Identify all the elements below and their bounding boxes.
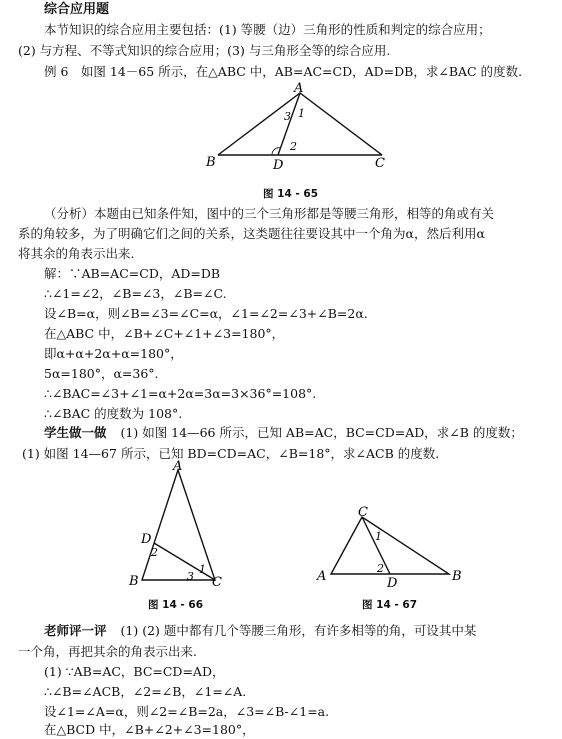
solution-line-5: 即α+α+2α+α=180°， bbox=[44, 346, 183, 361]
fig65-label-a: A bbox=[294, 82, 304, 96]
fig65-angle-2: 2 bbox=[290, 140, 297, 153]
fig67-angle-1: 1 bbox=[375, 530, 382, 543]
solution-line-4: 在△ABC 中，∠B+∠C+∠1+∠3=180°， bbox=[44, 326, 285, 341]
fig65-label-d: D bbox=[273, 158, 284, 173]
analysis-line-3: 将其余的角表示出来. bbox=[18, 246, 135, 261]
fig66-angle-2: 2 bbox=[151, 546, 158, 559]
teacher-line-1 bbox=[44, 623, 476, 639]
answer-line-3: 设∠1=∠A=α，则∠2=∠B=2a，∠3=∠B-∠1=a. bbox=[44, 704, 330, 719]
solution-line-8: ∴∠BAC 的度数为 108°. bbox=[44, 406, 183, 421]
answer-line-2: ∴∠B=∠ACB，∠2=∠B，∠1=∠A. bbox=[44, 684, 247, 699]
intro-line-1: 本节知识的综合应用主要包括：(1) 等腰（边）三角形的性质和判定的综合应用； bbox=[44, 22, 491, 37]
analysis-line-2: 系的角较多，为了明确它们之间的关系，这类题往往要设其中一个角为α，然后利用α bbox=[18, 226, 485, 241]
fig67-label-b: B bbox=[452, 569, 462, 584]
fig66-label-d: D bbox=[141, 532, 152, 547]
practice-line-1 bbox=[44, 425, 523, 441]
fig66-angle-1: 1 bbox=[199, 563, 206, 576]
solution-line-6: 5α=180°，α=36°. bbox=[44, 366, 159, 381]
fig65-angle-3: 3 bbox=[284, 110, 291, 123]
solution-line-7: ∴∠BAC=∠3+∠1=α+2α=3α=3×36°=108°. bbox=[44, 386, 317, 401]
answer-line-4: 在△BCD 中，∠B+∠2+∠3=180°， bbox=[44, 722, 255, 737]
solution-line-3: 设∠B=α，则∠B=∠3=∠C=α，∠1=∠2=∠3+∠B=2α. bbox=[44, 306, 368, 321]
fig65-label-b: B bbox=[206, 155, 216, 170]
fig65-label-c: C bbox=[375, 156, 385, 171]
answer-line-1: (1) ∵AB=AC，BC=CD=AD， bbox=[44, 664, 225, 679]
teacher-title: 老师评一评 bbox=[44, 623, 107, 638]
figure-14-65 bbox=[200, 82, 390, 182]
fig66-label-c: C bbox=[212, 575, 222, 588]
fig66-label-b: B bbox=[129, 574, 139, 588]
section-title: 综合应用题 bbox=[44, 2, 110, 17]
fig66-label-a: A bbox=[173, 459, 183, 474]
practice-question-2: (1) 如图 14—67 所示，已知 BD=CD=AC，∠B=18°，求∠ACB 的度数. bbox=[22, 446, 440, 461]
fig65-caption: 图 14 - 65 bbox=[263, 188, 319, 200]
teacher-comment-1: (1) (2) 题中都有几个等腰三角形，有许多相等的角，可设其中某 bbox=[120, 623, 477, 638]
teacher-comment-2: 一个角，再把其余的角表示出来. bbox=[18, 644, 197, 659]
practice-question-1: (1) 如图 14—66 所示，已知 AB=AC，BC=CD=AD，求∠B 的度数； bbox=[120, 425, 523, 440]
fig66-caption: 图 14 - 66 bbox=[148, 599, 204, 611]
example-6: 例 6 如图 14－65 所示，在△ABC 中，AB=AC=CD，AD=DB，求∠BAC 的度数. bbox=[44, 64, 523, 79]
fig67-label-c: C bbox=[358, 505, 368, 520]
solution-line-1: 解：∵AB=AC=CD，AD=DB bbox=[44, 266, 221, 281]
figure-14-66 bbox=[120, 458, 230, 588]
fig66-angle-3: 3 bbox=[187, 570, 194, 583]
analysis-line-1: （分析）本题由已知条件知，图中的三个三角形都是等腰三角形，相等的角或有关 bbox=[44, 206, 495, 221]
intro-line-2: (2) 与方程、不等式知识的综合应用；(3) 与三角形全等的综合应用. bbox=[18, 43, 391, 58]
fig67-label-d: D bbox=[387, 576, 398, 590]
figure-14-67 bbox=[310, 500, 470, 590]
practice-title: 学生做一做 bbox=[44, 425, 107, 440]
solution-line-2: ∴∠1=∠2，∠B=∠3，∠B=∠C. bbox=[44, 286, 227, 301]
fig67-label-a: A bbox=[317, 569, 327, 584]
fig65-angle-1: 1 bbox=[298, 107, 305, 120]
fig67-angle-2: 2 bbox=[377, 562, 384, 575]
fig67-caption: 图 14 - 67 bbox=[362, 599, 418, 611]
